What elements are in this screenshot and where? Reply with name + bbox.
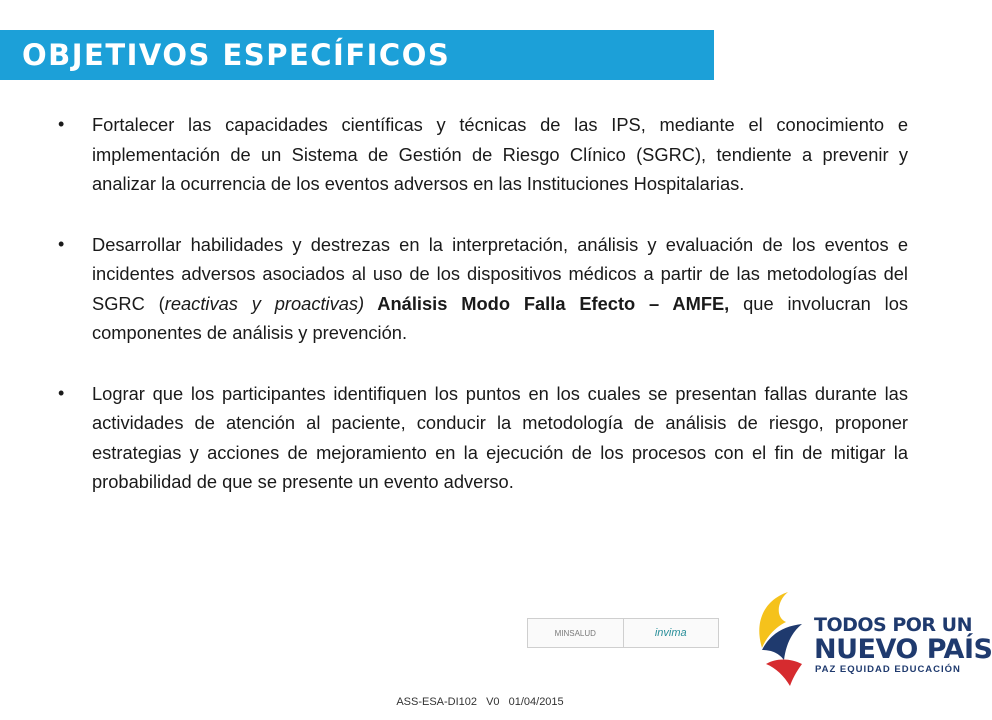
bullet-icon: • (58, 382, 65, 403)
government-logo (752, 588, 992, 688)
footer-date: 01/04/2015 (508, 696, 564, 708)
document-footer (0, 696, 960, 708)
objective-text-2-part-a: Desarrollar habilidades y destrezas en la interpretación, análisis y evaluación de los eventos e incidentes adversos asociados al uso de los dispositivos médicos a partir de las metodologías del SGRC ( (92, 233, 908, 314)
objective-item-2 (58, 230, 908, 348)
objective-item-1 (58, 110, 908, 199)
objective-text-1: Fortalecer las capacidades científicas y técnicas de las IPS, mediante el conocimiento e implementación de un Sistema de Gestión de Riesgo Clínico (SGRC), tendiente a prevenir y analizar la ocurrencia de los eventos adversos en las Instituciones Hospitalarias. (92, 114, 908, 194)
objective-text-2-italic: reactivas y proactivas) (164, 292, 365, 314)
gov-slogan-tagline: PAZ EQUIDAD EDUCACIÓN (815, 664, 961, 675)
page-title: OBJETIVOS ESPECÍFICOS (22, 38, 451, 72)
footer-code: ASS-ESA-DI102 (396, 696, 478, 708)
footer-version: V0 (486, 696, 500, 708)
title-bar (0, 30, 714, 80)
objective-text-2 (92, 230, 908, 348)
objective-text-2-part-b: que involucran los componentes de análisis y prevención. (92, 292, 908, 343)
colombia-flag-icon (752, 588, 816, 688)
objectives-list (58, 110, 908, 528)
bullet-icon: • (58, 233, 65, 254)
gov-slogan-line2: NUEVO PAÍS (814, 634, 992, 665)
gov-slogan-line1: TODOS POR UN (814, 614, 972, 636)
invima-logo: invima (623, 619, 719, 647)
objective-text-3: Lograr que los participantes identifiquen los puntos en los cuales se presentan fallas durante las actividades de atención al paciente, conducir la metodología de análisis de riesgo, proponer estrategias y acciones de mejoramiento en la ejecución de los procesos con el fin de mitigar la probabilidad de que se presente un evento adverso. (92, 382, 908, 492)
objective-text-2-bold: Análisis Modo Falla Efecto – AMFE, (364, 292, 730, 314)
objective-item-3 (58, 379, 908, 497)
bullet-icon: • (58, 114, 65, 134)
partner-logos (527, 618, 719, 648)
minsalud-logo: MINSALUD (554, 628, 596, 638)
